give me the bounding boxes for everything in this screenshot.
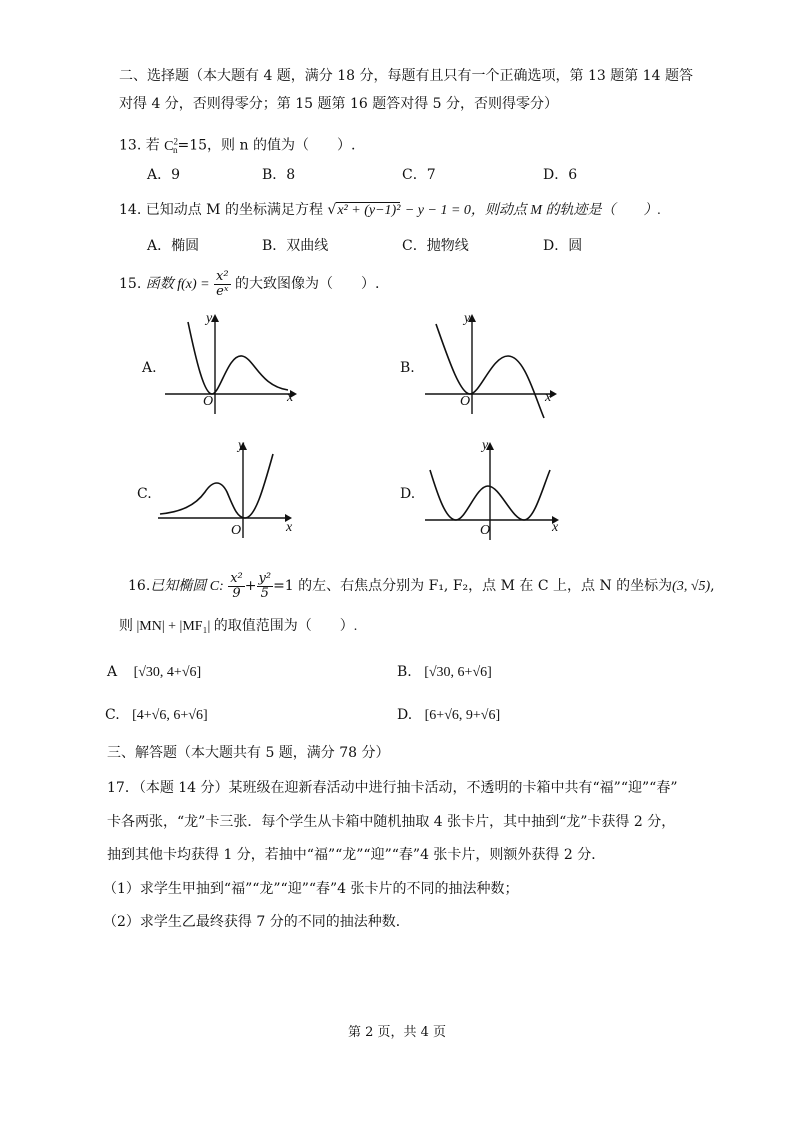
question-17-part1: （1）求学生甲抽到“福”“龙”“迎”“春”4 张卡片的不同的抽法种数； bbox=[103, 881, 519, 897]
option-d: D．6 bbox=[543, 167, 578, 183]
question-17-line2: 卡各两张，“龙”卡三张．每个学生从卡箱中随机抽取 4 张卡片，其中抽到“龙”卡获得 2 分， bbox=[107, 814, 676, 830]
question-14 bbox=[119, 200, 661, 221]
origin-label: O bbox=[231, 523, 242, 538]
origin-label: O bbox=[203, 394, 214, 409]
curve bbox=[436, 324, 544, 418]
graph-d bbox=[422, 440, 567, 545]
page-footer: 第 2 页，共 4 页 bbox=[347, 1025, 447, 1040]
function-name: 函数 f(x) = bbox=[145, 277, 210, 292]
radical-expression: √x² + (y−1)² bbox=[327, 202, 401, 218]
combination-symbol: $C^2_n$ bbox=[164, 136, 179, 156]
question-text: =1 的左、右焦点分别为 F₁, F₂，点 M 在 C 上，点 N 的坐标为 bbox=[273, 578, 673, 594]
y-label: y bbox=[464, 311, 471, 326]
question-number: 13. bbox=[119, 137, 142, 154]
question-text: − y − 1 = 0，则动点 M 的轨迹是（ ）. bbox=[404, 203, 662, 218]
question-16-line2: 则 |MN| + |MF₁| 的取值范围为（ ）. bbox=[119, 619, 358, 634]
y-label: y bbox=[238, 438, 245, 453]
option-a: A．椭圆 bbox=[147, 238, 200, 254]
x-label: x bbox=[286, 520, 293, 535]
point-n: (3, √5) bbox=[672, 579, 711, 594]
option-value: [√30, 6+√6] bbox=[424, 665, 492, 680]
curve bbox=[188, 322, 288, 394]
graph-b bbox=[420, 310, 560, 420]
x-label: x bbox=[287, 390, 294, 405]
option-c: C. [4+√6, 6+√6] bbox=[105, 707, 208, 723]
option-b: B．双曲线 bbox=[262, 238, 329, 254]
option-value: [4+√6, 6+√6] bbox=[132, 708, 208, 723]
y-label: y bbox=[482, 438, 489, 453]
fraction: $\frac{\text{x²}}{\text{eˣ}}$ bbox=[216, 268, 229, 299]
question-17-line1: 17．（本题 14 分）某班级在迎新春活动中进行抽卡活动，不透明的卡箱中共有“福”“迎”“春” bbox=[107, 780, 678, 796]
fraction-x: $\frac{\text{x²}}{9}$ bbox=[230, 570, 243, 601]
option-a: A [√30, 4+√6] bbox=[107, 664, 202, 680]
graph-a bbox=[160, 310, 300, 420]
comma: , bbox=[710, 578, 715, 594]
question-text: 的大致图像为（ ）. bbox=[235, 276, 380, 292]
graph-c-label: C. bbox=[137, 486, 152, 502]
question-13 bbox=[119, 131, 355, 160]
option-c: C．抛物线 bbox=[402, 238, 469, 254]
question-number: 15. bbox=[119, 276, 142, 292]
option-a: A．9 bbox=[147, 167, 181, 183]
curve bbox=[160, 454, 273, 518]
option-value: [√30, 4+√6] bbox=[133, 665, 202, 680]
x-label: x bbox=[552, 520, 559, 535]
question-text: =15，则 n 的值为（ ）. bbox=[177, 137, 356, 154]
option-d: D．圆 bbox=[543, 238, 583, 254]
origin-label: O bbox=[460, 394, 471, 409]
question-text: 已知动点 M 的坐标满足方程 bbox=[145, 202, 323, 218]
section2-header-line2: 对得 4 分，否则得零分；第 15 题第 16 题答对得 5 分，否则得零分） bbox=[119, 96, 559, 112]
section2-header-line1: 二、选择题（本大题有 4 题，满分 18 分，每题有且只有一个正确选项，第 13 题第 14 题答 bbox=[119, 68, 693, 84]
graph-b-label: B. bbox=[400, 360, 415, 376]
fraction-y: $\frac{\text{y²}}{5}$ bbox=[258, 570, 272, 601]
option-b: B．8 bbox=[262, 167, 296, 183]
graph-c bbox=[155, 440, 300, 545]
graph-d-label: D. bbox=[400, 486, 416, 502]
option-b: B. [√30, 6+√6] bbox=[397, 664, 492, 680]
plus-sign: + bbox=[244, 578, 257, 594]
option-d: D. [6+√6, 9+√6] bbox=[397, 707, 501, 723]
question-text: 已知椭圆 C: bbox=[150, 579, 224, 594]
question-17-part2: （2）求学生乙最终获得 7 分的不同的抽法种数． bbox=[103, 914, 410, 930]
graph-a-label: A. bbox=[142, 360, 157, 376]
question-17-line3: 抽到其他卡均获得 1 分，若抽中“福”“龙”“迎”“春”4 张卡片，则额外获得 2 分． bbox=[107, 847, 606, 863]
origin-label: O bbox=[480, 523, 491, 538]
option-value: [6+√6, 9+√6] bbox=[424, 708, 501, 723]
question-text: 若 bbox=[145, 137, 160, 154]
y-label: y bbox=[206, 311, 213, 326]
question-number: 14. bbox=[119, 202, 142, 218]
option-c: C．7 bbox=[402, 167, 436, 183]
question-number: 16. bbox=[128, 578, 151, 594]
section3-header: 三、解答题（本大题共有 5 题，满分 78 分） bbox=[107, 745, 390, 761]
question-15 bbox=[119, 268, 380, 301]
question-16 bbox=[128, 570, 715, 603]
x-label: x bbox=[545, 390, 552, 405]
